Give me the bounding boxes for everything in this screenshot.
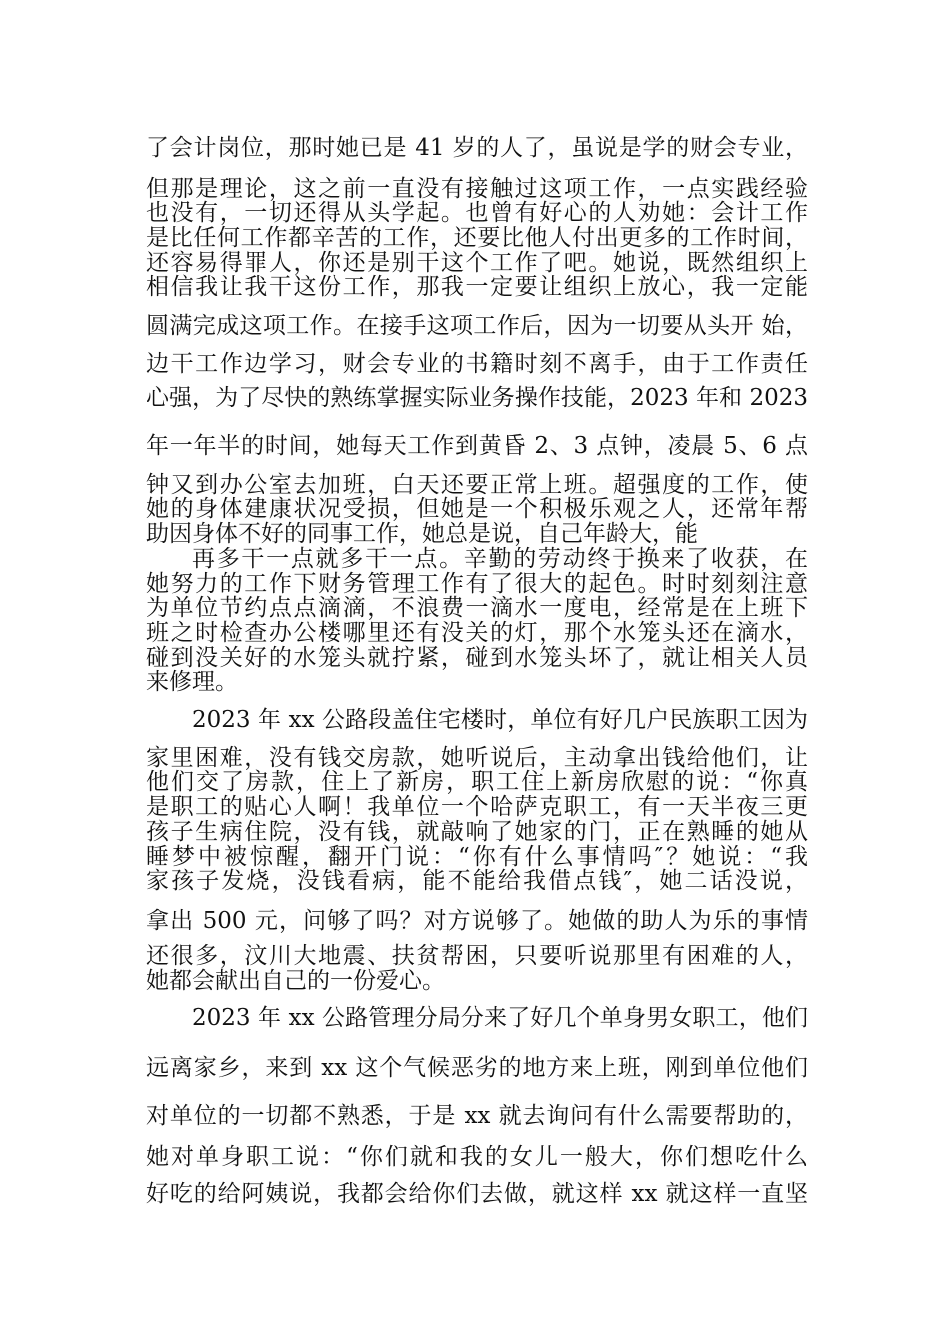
text-line: 年一年半的时间，她每天工作到黄昏 2、3 点钟，凌晨 5、6 点 <box>146 433 808 459</box>
text-line: 再多干一点就多干一点。辛勤的劳动终于换来了收获，在 <box>192 546 808 572</box>
text-line: 助因身体不好的同事工作，她总是说，自己年龄大，能 <box>146 521 698 547</box>
text-line: 是职工的贴心人啊！我单位一个哈萨克职工，有一天半夜三更 <box>146 794 808 820</box>
text-line: 她努力的工作下财务管理工作有了很大的起色。时时刻刻注意 <box>146 571 808 597</box>
text-line: 为单位节约点点滴滴，不浪费一滴水一度电，经常是在上班下 <box>146 595 808 621</box>
text-line: 拿出 500 元，问够了吗？对方说够了。她做的助人为乐的事情 <box>146 908 808 934</box>
text-line: 相信我让我干这份工作，那我一定要让组织上放心，我一定能 <box>146 274 808 300</box>
text-line: 碰到没关好的水笼头就拧紧，碰到水笼头坏了，就让相关人员 <box>146 645 808 671</box>
text-line: 是比任何工作都辛苦的工作，还要比他人付出更多的工作时间， <box>146 225 808 251</box>
text-line: 好吃的给阿姨说，我都会给你们去做，就这样 xx 就这样一直坚 <box>146 1181 808 1207</box>
text-line: 她都会献出自己的一份爱心。 <box>146 968 445 994</box>
text-line: 边干工作边学习，财会专业的书籍时刻不离手，由于工作责任 <box>146 351 808 377</box>
text-line: 家里困难，没有钱交房款，她听说后，主动拿出钱给他们，让 <box>146 745 808 771</box>
text-line: 也没有，一切还得从头学起。也曾有好心的人劝她：会计工作 <box>146 200 808 226</box>
text-line: 睡梦中被惊醒，翻开门说：“你有什么事情吗″？她说：“我 <box>146 844 808 870</box>
text-line: 班之时检查办公楼哪里还有没关的灯，那个水笼头还在滴水， <box>146 620 808 646</box>
text-line: 孩子生病住院，没有钱，就敲响了她家的门，正在熟睡的她从 <box>146 819 808 845</box>
text-line: 但那是理论，这之前一直没有接触过这项工作，一点实践经验 <box>146 176 808 202</box>
text-line: 了会计岗位，那时她已是 41 岁的人了，虽说是学的财会专业， <box>146 135 808 161</box>
text-line: 钟又到办公室去加班，白天还要正常上班。超强度的工作，使 <box>146 472 808 498</box>
text-line: 还容易得罪人，你还是别干这个工作了吧。她说，既然组织上 <box>146 250 808 276</box>
text-line: 还很多，汶川大地震、扶贫帮困，只要听说那里有困难的人， <box>146 943 808 969</box>
text-line: 她对单身职工说：“你们就和我的女儿一般大，你们想吃什么 <box>146 1144 808 1170</box>
text-line: 家孩子发烧，没钱看病，能不能给我借点钱″，她二话没说， <box>146 868 808 894</box>
text-line: 对单位的一切都不熟悉，于是 xx 就去询问有什么需要帮助的， <box>146 1103 808 1129</box>
text-line: 远离家乡，来到 xx 这个气候恶劣的地方来上班，刚到单位他们 <box>146 1055 808 1081</box>
text-line: 她的身体建康状况受损，但她是一个积极乐观之人，还常年帮 <box>146 496 808 522</box>
text-line: 2023 年 xx 公路管理分局分来了好几个单身男女职工，他们 <box>192 1005 808 1031</box>
text-line: 他们交了房款，住上了新房，职工住上新房欣慰的说：“你真 <box>146 769 808 795</box>
text-line: 心强，为了尽快的熟练掌握实际业务操作技能，2023 年和 2023 <box>146 385 808 411</box>
text-line: 来修理。 <box>146 669 238 695</box>
text-line: 2023 年 xx 公路段盖住宅楼时，单位有好几户民族职工因为 <box>192 707 808 733</box>
text-line: 圆满完成这项工作。在接手这项工作后，因为一切要从头开 始， <box>146 313 808 339</box>
